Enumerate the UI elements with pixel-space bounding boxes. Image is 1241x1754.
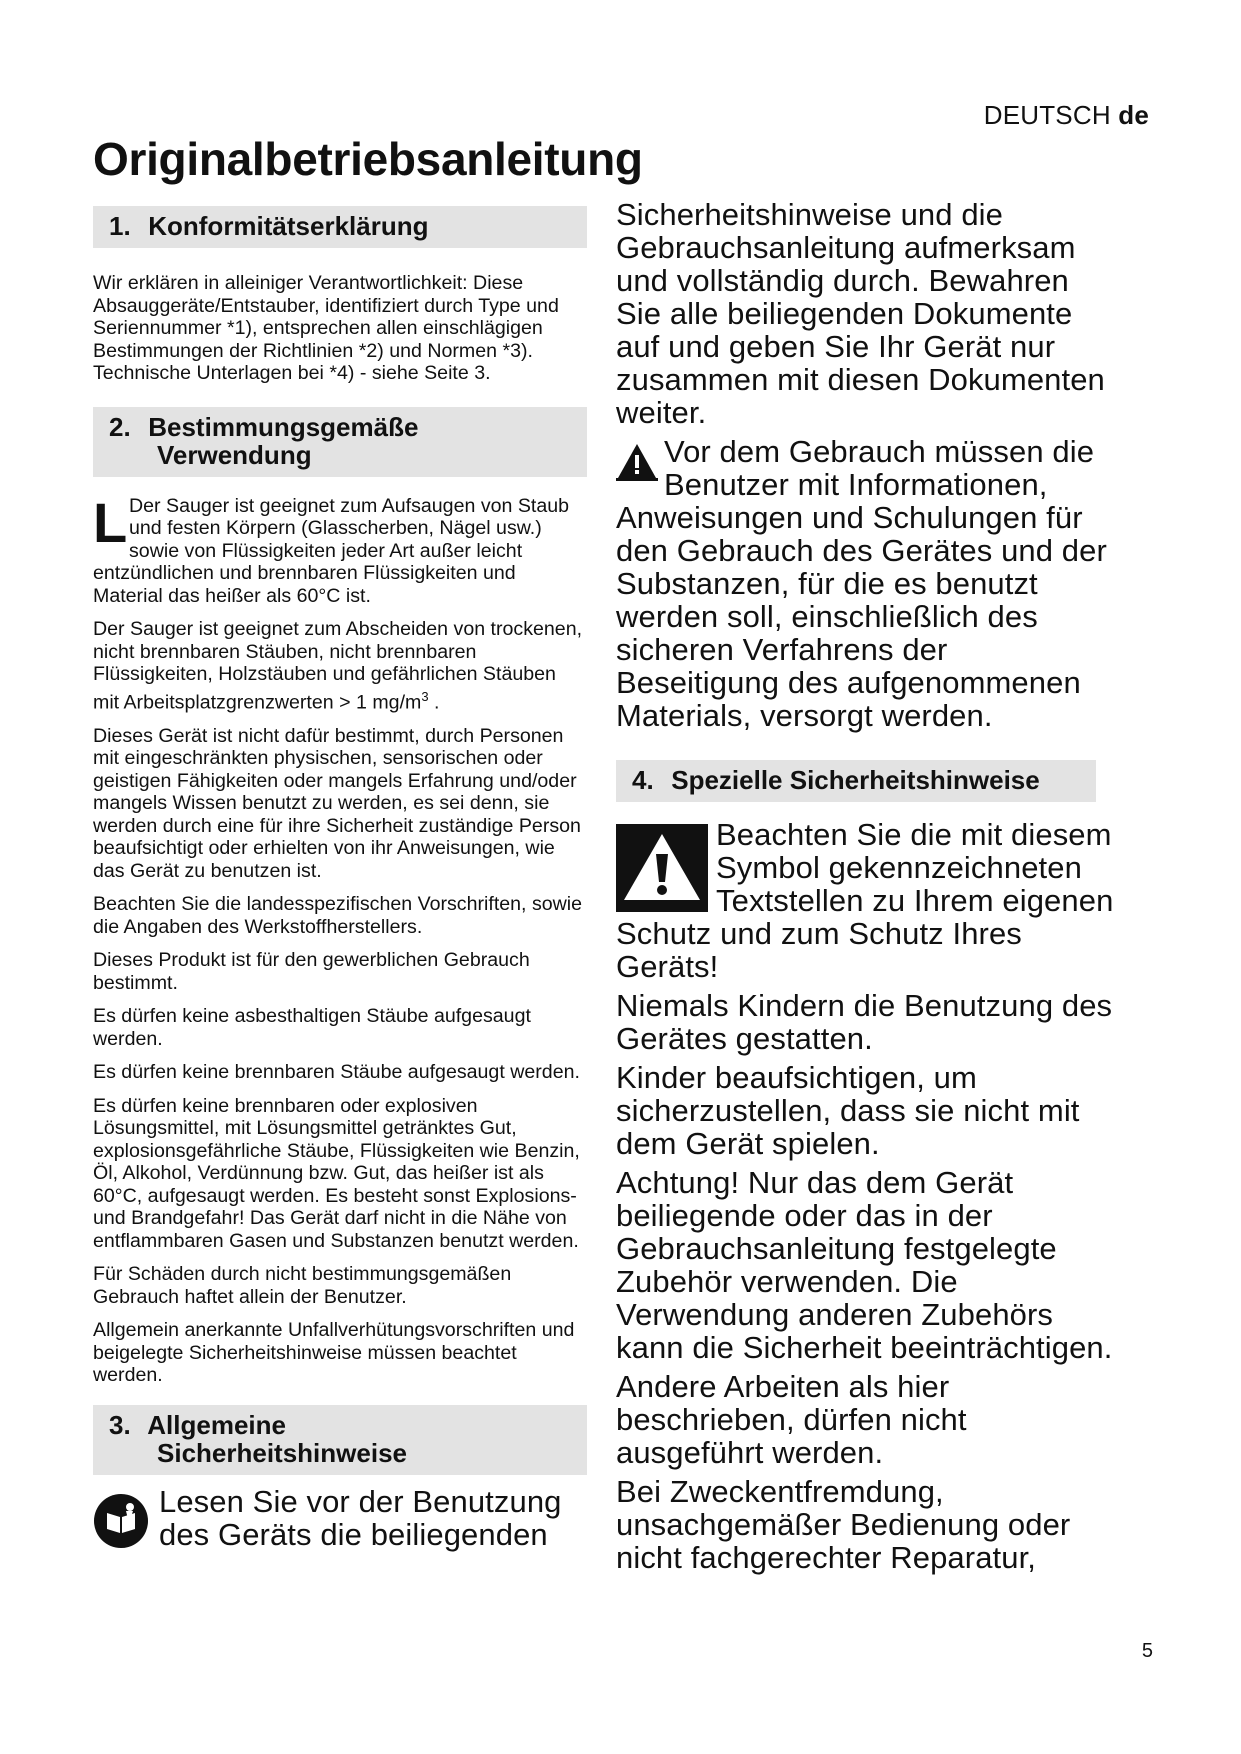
accessories-text: Achtung! Nur das dem Gerät beiliegende oder das in der Gebrauchsanleitung festgelegte Zubehör verwenden. Die Verwendung anderen Zubehörs kann die Sicherheit beeinträchtigen. bbox=[616, 1165, 1113, 1365]
section-2-heading bbox=[93, 407, 587, 477]
intended-use-paragraph-2: Der Sauger ist geeignet zum Abscheiden von trockenen, nicht brennbaren Stäuben, nicht brennbaren Flüssigkeiten, Holzstäuben und gefährlichen Stäuben mit Arbeitsplatzgrenzwerten > 1 $mg/m^3$ . bbox=[93, 618, 583, 714]
page-number: 5 bbox=[1141, 1640, 1153, 1662]
page-title: Originalbetriebsanleitung bbox=[93, 133, 643, 185]
symbol-warning-block bbox=[616, 818, 1116, 989]
misuse-text: Bei Zweckentfremdung, unsachgemäßer Bedienung oder nicht fachgerechter Reparatur, bbox=[616, 1474, 1071, 1575]
section-4-title: Spezielle Sicherheitshinweise bbox=[671, 765, 1040, 795]
training-warning-text: Vor dem Gebrauch müssen die Benutzer mit Informationen, Anweisungen und Schulungen für den Gebrauch des Gerätes und der Substanzen, für die es benutzt werden soll, einschließlich des sicheren Verfahrens der Beseitigung des aufgenommenen Materials, versorgt werden. bbox=[616, 434, 1107, 733]
supervise-children-text: Kinder beaufsichtigen, um sicherzustellen, dass sie nicht mit dem Gerät spielen. bbox=[616, 1060, 1080, 1161]
intended-use-paragraph-10: Allgemein anerkannte Unfallverhütungsvorschriften und beigelegte Sicherheitshinweise müssen beachtet werden. bbox=[93, 1319, 575, 1387]
language-code: de bbox=[1118, 100, 1149, 130]
section-1-number: 1. bbox=[109, 211, 131, 241]
read-manual-icon bbox=[93, 1493, 149, 1549]
left-column bbox=[93, 206, 587, 1557]
section-4-heading bbox=[616, 760, 1096, 802]
warning-triangle-icon bbox=[616, 441, 658, 481]
training-warning-block bbox=[616, 435, 1116, 738]
intended-use-paragraph-7: Es dürfen keine brennbaren Stäube aufgesaugt werden. bbox=[93, 1061, 580, 1084]
symbol-warning-text: Beachten Sie die mit diesem Symbol gekennzeichneten Textstellen zu Ihrem eigenen Schutz und zum Schutz Ihres Geräts! bbox=[616, 817, 1114, 984]
intended-use-paragraph-6: Es dürfen keine asbesthaltigen Stäube aufgesaugt werden. bbox=[93, 1005, 531, 1050]
right-column bbox=[616, 198, 1116, 1580]
language-name: DEUTSCH bbox=[983, 100, 1111, 130]
intended-use-paragraph-4: Beachten Sie die landesspezifischen Vorschriften, sowie die Angaben des Werkstoffherstellers. bbox=[93, 893, 583, 938]
other-work-text: Andere Arbeiten als hier beschrieben, dürfen nicht ausgeführt werden. bbox=[616, 1369, 967, 1470]
read-manual-block bbox=[93, 1485, 587, 1557]
section-1-heading bbox=[93, 206, 587, 248]
read-manual-text: Lesen Sie vor der Benutzung des Geräts die beiliegenden bbox=[159, 1483, 562, 1552]
intended-use-paragraph-5: Dieses Produkt ist für den gewerblichen Gebrauch bestimmt. bbox=[93, 949, 530, 994]
intended-use-paragraph-1: L Der Sauger ist geeignet zum Aufsaugen von Staub und festen Körpern (Glasscherben, Nägel usw.) sowie von Flüssigkeiten jeder Art außer leicht entzündlichen und brennbaren Flüssigkeiten und Material das heißer als 60°C ist. bbox=[93, 490, 570, 607]
dust-class-l-icon: L bbox=[93, 490, 128, 554]
warning-triangle-icon bbox=[616, 824, 708, 912]
intended-use-paragraph-3: Dieses Gerät ist nicht dafür bestimmt, durch Personen mit eingeschränkten physischen, sensorischen oder geistigen Fähigkeiten oder mangels Erfahrung und/oder mangels Wissen benutzt zu werden, es sei denn, sie werden durch eine für ihre Sicherheit zuständige Person beaufsichtigt oder erhielten von ihr Anweisungen, wie das Gerät zu benutzen ist. bbox=[93, 724, 581, 882]
section-2-title-line2: Verwendung bbox=[157, 439, 312, 470]
section-2-title-line1: Bestimmungsgemäße bbox=[148, 411, 419, 442]
section-4-number: 4. bbox=[632, 765, 654, 795]
intended-use-paragraph-9: Für Schäden durch nicht bestimmungsgemäßen Gebrauch haftet allein der Benutzer. bbox=[93, 1263, 512, 1308]
section-2-number: 2. bbox=[109, 411, 131, 442]
language-label bbox=[984, 100, 1149, 131]
section-3-title-line1: Allgemeine bbox=[147, 1409, 286, 1440]
conformity-text: Wir erklären in alleiniger Verantwortlichkeit: Diese Absauggeräte/Entstauber, identifiziert durch Type und Seriennummer *1), entsprechen allen einschlägigen Bestimmungen der Richtlinien *2) und Normen *3). Technische Unterlagen bei *4) - siehe Seite 3. bbox=[93, 272, 559, 384]
safety-docs-text: Sicherheitshinweise und die Gebrauchsanleitung aufmerksam und vollständig durch. Bewahren Sie alle beiliegenden Dokumente auf und geben Sie Ihr Gerät nur zusammen mit diesen Dokumenten weiter. bbox=[616, 197, 1105, 430]
no-children-text: Niemals Kindern die Benutzung des Gerätes gestatten. bbox=[616, 988, 1113, 1056]
section-3-title-line2: Sicherheitshinweise bbox=[157, 1437, 407, 1468]
intended-use-paragraph-8: Es dürfen keine brennbaren oder explosiven Lösungsmittel, mit Lösungsmittel getränktes Gut, explosionsgefährliche Stäube, Flüssigkeiten wie Benzin, Öl, Alkohol, Verdünnung bzw. Gut, das heißer ist als 60°C, aufgesaugt werden. Es besteht sonst Explosions- und Brandgefahr! Das Gerät darf nicht in die Nähe von entflammbaren Gasen und Substanzen benutzt werden. bbox=[93, 1094, 580, 1252]
section-3-heading bbox=[93, 1405, 587, 1475]
section-1-title: Konformitätserklärung bbox=[148, 211, 429, 241]
section-3-number: 3. bbox=[109, 1409, 131, 1440]
